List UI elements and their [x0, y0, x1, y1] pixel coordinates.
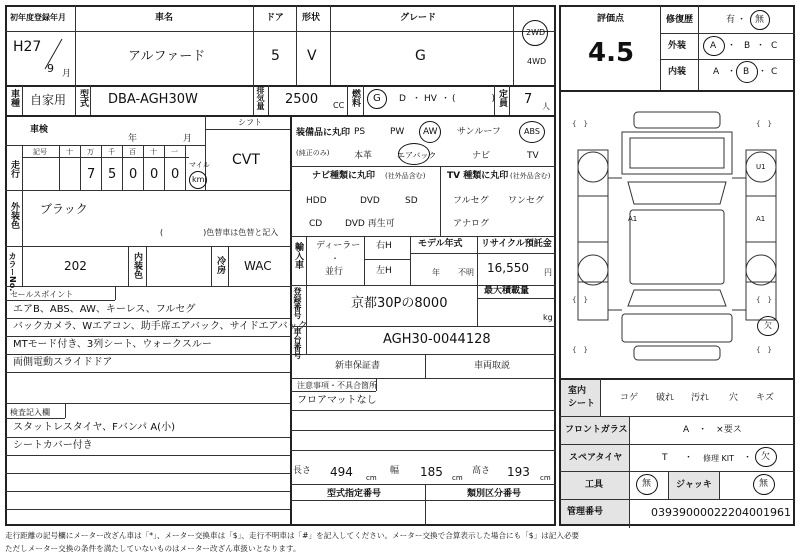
reg-year: H27 — [13, 39, 42, 55]
car-damage-diagram — [560, 92, 794, 377]
svg-text:{ }: { } — [756, 346, 772, 354]
mileage-symbol-label: 記号 — [33, 148, 47, 156]
equip-label: 装備品に丸印 — [296, 128, 351, 138]
seat-scratch: キズ — [756, 393, 774, 403]
fuel-g: G — [373, 93, 381, 104]
equip-aw: AW — [423, 127, 438, 137]
diagram-a1-right: A1 — [756, 215, 766, 223]
width-unit: cm — [452, 474, 463, 482]
tv-fullseg: フルセグ — [453, 196, 489, 206]
length: 494 — [330, 465, 353, 479]
equip-airbag: エアバック — [397, 151, 437, 160]
fuel-d: D — [399, 94, 406, 104]
inspection-label: 車検 — [30, 125, 49, 135]
import-parallel: 並行 — [325, 267, 344, 277]
mileage-unit-2: 万 — [87, 148, 94, 156]
seat-dirt: 汚れ — [691, 393, 710, 403]
displacement-label: 排気量 — [256, 86, 265, 110]
recycle-label: リサイクル預託金 — [481, 239, 552, 249]
check-notes-label: 検査記入欄 — [10, 408, 50, 417]
door-label: ドア — [266, 13, 284, 23]
equip-sunroof: サンルーフ — [457, 127, 501, 137]
tool-label: 工具 — [585, 480, 604, 490]
svg-text:{ }: { } — [756, 120, 772, 128]
fuel-dot-2: ・ — [441, 94, 451, 104]
exterior-label: 外装 — [668, 41, 687, 51]
selling-point-2: バックカメラ、Wエアコン、助手席エアバック、サイドエアバック — [13, 321, 308, 332]
displacement: 2500 — [285, 92, 319, 107]
interior-dot-2: ・ — [758, 67, 768, 77]
tv-type-note: (社外品含む) — [510, 172, 551, 180]
shape: V — [307, 48, 317, 64]
mile-label: マイル — [189, 161, 210, 169]
repair-no: 無 — [755, 15, 765, 25]
interior-dot-1: ・ — [727, 67, 737, 77]
spare-kit: 修理 KIT — [703, 454, 735, 463]
check-note-1: スタットレスタイヤ、Fバンパ A(小) — [13, 422, 175, 433]
km-unit: km — [192, 175, 205, 184]
plate-label: 登録番号 — [293, 287, 302, 319]
model-year-unknown: 不明 — [458, 268, 474, 277]
svg-text:{ }: { } — [572, 296, 588, 304]
recycle-amount: 16,550 — [487, 261, 529, 275]
grade: G — [415, 48, 426, 64]
color: ブラック — [40, 202, 88, 216]
score: 4.5 — [588, 38, 635, 68]
check-note-2: シートカバー付き — [13, 440, 93, 451]
car-name-label: 車名 — [155, 13, 174, 23]
nav-sd: SD — [405, 196, 418, 206]
selling-points-label: セールスポイント — [10, 290, 74, 299]
mileage-digit-3: 5 — [108, 167, 117, 182]
nav-type-label: ナビ種類に丸印 — [312, 171, 376, 181]
max-load-unit: kg — [543, 313, 553, 322]
spare-t: T — [662, 453, 668, 463]
ac: WAC — [244, 259, 272, 273]
interior-c: C — [771, 67, 778, 77]
fuel-dot-1: ・ — [412, 94, 422, 104]
chassis: AGH30-0044128 — [383, 332, 491, 347]
interior-a: A — [713, 67, 720, 77]
svg-text:{ }: { } — [572, 346, 588, 354]
mileage-unit-6: 一 — [171, 148, 178, 156]
seat-tear: 破れ — [656, 393, 675, 403]
shift: CVT — [232, 152, 260, 168]
equip-sub: (純正のみ) — [296, 149, 330, 157]
width: 185 — [420, 465, 443, 479]
height: 193 — [507, 465, 530, 479]
repair-dot: ・ — [737, 15, 747, 25]
interior-b: B — [743, 67, 750, 77]
import-dealer: ディーラー — [316, 241, 361, 251]
fuel-label: 燃料 — [350, 89, 360, 107]
exterior-b: B — [744, 41, 751, 51]
glass-label: フロントガラス — [565, 425, 628, 435]
mgmt-label: 管理番号 — [567, 507, 604, 517]
usage: 自家用 — [30, 93, 67, 107]
type-designation-label: 型式指定番号 — [327, 489, 382, 499]
seat-label-1: 室内 — [568, 386, 587, 396]
mileage-unit-5: 十 — [150, 148, 157, 156]
diagram-u1: U1 — [756, 163, 766, 171]
cc-unit: CC — [333, 101, 345, 110]
spare-missing: 欠 — [761, 452, 771, 462]
model-label: 型式 — [78, 89, 88, 107]
footer-note-1: 走行距離の記号欄にメーター改ざん車は「*」、メーター交換車は「$」、走行不明車は「#」を記入してください。メーター交換で合算表示した場合にも「$」は記入必要 — [5, 531, 580, 540]
inspection-month-unit: 月 — [183, 134, 193, 144]
new-car-warranty: 新車保証書 — [335, 361, 381, 371]
notes-label: 注意事項・不具合箇所 — [297, 381, 377, 390]
mileage-digit-2: 7 — [87, 167, 96, 182]
equip-leather: 本革 — [354, 151, 373, 161]
nav-dvd: DVD — [360, 196, 380, 206]
footer-note-2: ただしメーター交換の条件を満たしていないものはメーター改ざん車扱いとなります。 — [5, 544, 301, 553]
interior-label: 内装 — [668, 67, 687, 77]
import-dot: ・ — [331, 254, 339, 263]
capacity-label: 定員 — [497, 89, 507, 107]
color-no-label: カラーNo. — [8, 252, 17, 292]
reg-month: 9 — [47, 62, 54, 75]
repair-label: 修復歴 — [666, 15, 694, 25]
mileage-digit-5: 0 — [150, 167, 159, 182]
glass-opts: A ・ ×要ス — [683, 425, 742, 435]
drive-4wd: 4WD — [527, 57, 547, 66]
interior-color-label: 内装色 — [132, 252, 142, 279]
exterior-a: A — [710, 41, 717, 51]
shift-label: シフト — [238, 118, 262, 127]
jack-label: ジャッキ — [676, 480, 712, 490]
length-unit: cm — [366, 474, 377, 482]
ac-label: 冷房 — [215, 256, 225, 274]
capacity: 7 — [524, 92, 533, 107]
exterior-dot-2: ・ — [756, 41, 766, 51]
chassis-label: 車台番号 — [293, 327, 302, 359]
seat-hole: 穴 — [729, 393, 739, 403]
exterior-dot-1: ・ — [727, 41, 737, 51]
model: DBA-AGH30W — [108, 92, 198, 107]
model-year-label: モデル年式 — [418, 239, 463, 249]
category-number-label: 類別区分番号 — [467, 489, 522, 499]
spare-dot-1: ・ — [684, 453, 694, 463]
color-change-note: ( )色替車は色替と記入 — [160, 228, 279, 237]
mileage-unit-3: 千 — [108, 148, 115, 156]
selling-point-4: 両側電動スライドドア — [13, 357, 113, 368]
fuel-paren: ( ) — [452, 94, 496, 104]
shape-label: 形状 — [302, 13, 321, 23]
height-unit: cm — [540, 474, 551, 482]
tool-none: 無 — [642, 479, 652, 489]
doors: 5 — [271, 48, 280, 64]
tv-oneseg: ワンセグ — [508, 196, 545, 206]
width-label: 幅 — [390, 466, 400, 476]
recycle-unit: 円 — [544, 268, 552, 277]
car-name: アルファード — [128, 49, 206, 64]
selling-point-1: エアB、ABS、AW、キーレス、フルセグ — [13, 304, 196, 315]
inspection-year-unit: 年 — [128, 134, 138, 144]
diagram-missing: 欠 — [764, 321, 772, 330]
mileage-digit-4: 0 — [129, 167, 138, 182]
equip-pw: PW — [390, 127, 405, 137]
person-unit: 人 — [542, 102, 550, 111]
tv-analog: アナログ — [453, 219, 490, 229]
drive-2wd: 2WD — [526, 28, 546, 37]
seat-label-2: シート — [568, 399, 596, 409]
left-hand: 左H — [376, 266, 392, 276]
reg-month-unit: 月 — [62, 69, 72, 79]
mileage-label: 走行 — [9, 160, 19, 178]
spare-label: スペアタイヤ — [569, 453, 623, 463]
grade-label: グレード — [400, 13, 437, 23]
nav-cd: CD — [309, 219, 323, 229]
plate: 京都30Pの8000 — [351, 296, 448, 311]
mileage-digit-6: 0 — [171, 167, 180, 182]
selling-point-3: MTモード付き、3列シート、ウォークスルー — [13, 339, 212, 350]
usage-label: 車種 — [9, 89, 19, 107]
height-label: 高さ — [472, 466, 491, 476]
tv-type-label: TV 種類に丸印 — [447, 171, 509, 181]
diagram-a1-left: A1 — [628, 215, 638, 223]
equip-abs: ABS — [524, 127, 540, 136]
model-year-unit: 年 — [432, 268, 440, 277]
notes: フロアマットなし — [297, 395, 377, 406]
mileage-unit-4: 百 — [129, 148, 136, 156]
length-label: 長さ — [293, 466, 312, 476]
jack-none: 無 — [759, 479, 769, 489]
color-no: 202 — [64, 259, 87, 273]
mgmt-number: 03939000022204001961 — [651, 506, 791, 519]
svg-text:{ }: { } — [572, 120, 588, 128]
color-label: 外装色 — [9, 202, 19, 229]
score-label: 評価点 — [597, 14, 625, 24]
nav-type-note: (社外品含む) — [385, 172, 426, 180]
repair-yes: 有 — [726, 15, 736, 25]
svg-text:{ }: { } — [756, 296, 772, 304]
equip-navi: ナビ — [472, 151, 491, 161]
equip-ps: PS — [354, 127, 366, 137]
nav-hdd: HDD — [306, 196, 327, 206]
spare-dot-2: ・ — [743, 453, 753, 463]
exterior-c: C — [771, 41, 778, 51]
seat-burn: コゲ — [620, 393, 639, 403]
nav-dvd-play: DVD 再生可 — [345, 219, 395, 229]
reg-year-label: 初年度登録年月 — [10, 13, 66, 22]
import-label: 輸入車 — [293, 242, 303, 269]
fuel-hv: HV — [424, 94, 437, 104]
equip-tv: TV — [527, 151, 539, 161]
right-hand: 右H — [376, 241, 392, 251]
max-load-label: 最大積載量 — [484, 286, 530, 296]
vehicle-manual: 車両取説 — [474, 361, 511, 371]
mileage-unit-1: 十 — [66, 148, 73, 156]
